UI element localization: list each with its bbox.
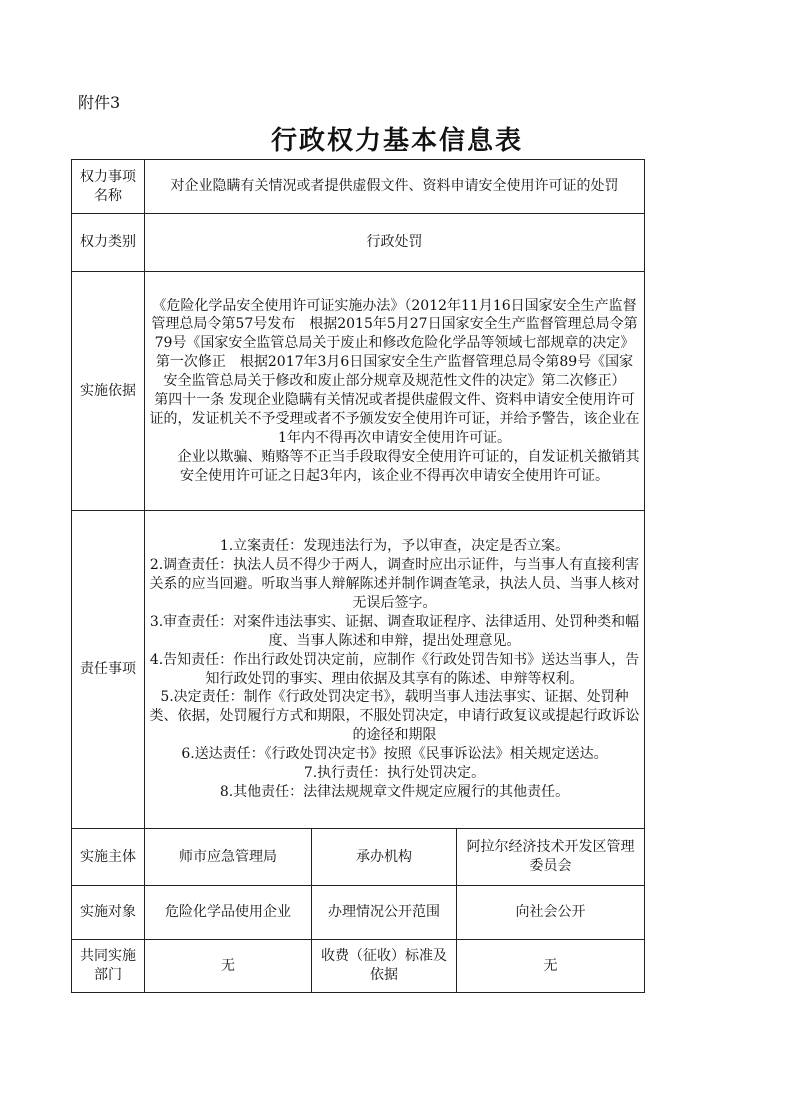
list-item: 5.决定责任：制作《行政处罚决定书》，载明当事人违法事实、证据、处罚种类、依据，处罚履行方式和期限，不服处罚决定，申请行政复议或提起行政诉讼的途径和期限 — [149, 689, 640, 744]
target-label: 实施对象 — [72, 886, 145, 940]
subject-value: 师市应急管理局 — [145, 829, 312, 886]
joint-dept-label: 共同实施部门 — [72, 940, 145, 993]
target-value: 危险化学品使用企业 — [145, 886, 312, 940]
fee-standard-label: 收费（征收）标准及依据 — [312, 940, 457, 993]
page-title: 行政权力基本信息表 — [270, 126, 523, 156]
table-row-power-name — [72, 160, 645, 214]
table-row-basis — [72, 272, 645, 511]
responsibility-content — [145, 511, 645, 829]
subject-label: 实施主体 — [72, 829, 145, 886]
table-row-joint — [72, 940, 645, 993]
power-name-value: 对企业隐瞒有关情况或者提供虚假文件、资料申请安全使用许可证的处罚 — [145, 160, 645, 214]
list-item: 1.立案责任：发现违法行为，予以审查，决定是否立案。 — [219, 538, 570, 555]
power-name-label: 权力事项名称 — [72, 160, 145, 214]
table-row-subject — [72, 829, 645, 886]
handling-agency-value: 阿拉尔经济技术开发区管理委员会 — [457, 829, 645, 886]
basis-paragraph: 《危险化学品安全使用许可证实施办法》（2012年11月16日国家安全生产监督管理总局令第57号发布 根据2015年5月27日国家安全生产监督管理总局令第79号《国家安全监管总局关于废止和修改危险化学品等领域七部规章的决定》第一次修正 根据2017年3月6日国家安全生产监督管理总局令第89号《国家安全监管总局关于修改和废止部分规章及规范性文件的决定》第二次修正） — [151, 297, 638, 390]
attachment-label: 附件3 — [78, 93, 121, 112]
basis-paragraph: 第四十一条 发现企业隐瞒有关情况或者提供虚假文件、资料申请安全使用许可证的，发证机关不予受理或者不予颁发安全使用许可证，并给予警告，该企业在1年内不得再次申请安全使用许可证。 — [149, 392, 640, 446]
list-item: 3.审查责任：对案件违法事实、证据、调查取证程序、法律适用、处罚种类和幅度、当事人陈述和申辩，提出处理意见。 — [149, 613, 640, 649]
list-item: 2.调查责任：执法人员不得少于两人，调查时应出示证件，与当事人有直接利害关系的应当回避。听取当事人辩解陈述并制作调查笔录，执法人员、当事人核对无误后签字。 — [149, 557, 640, 611]
basis-label: 实施依据 — [72, 272, 145, 511]
joint-dept-value: 无 — [145, 940, 312, 993]
list-item: 7.执行责任：执行处罚决定。 — [303, 764, 486, 781]
responsibility-label: 责任事项 — [72, 511, 145, 829]
fee-standard-value: 无 — [457, 940, 645, 993]
list-item: 4.告知责任：作出行政处罚决定前，应制作《行政处罚告知书》送达当事人，告知行政处罚的事实、理由依据及其享有的陈述、申辩等权利。 — [149, 651, 640, 687]
power-type-label: 权力类别 — [72, 214, 145, 272]
basis-content — [145, 272, 645, 511]
power-info-table — [71, 159, 645, 993]
power-type-value: 行政处罚 — [145, 214, 645, 272]
table-row-target — [72, 886, 645, 940]
basis-paragraph: 企业以欺骗、贿赂等不正当手段取得安全使用许可证的，自发证机关撤销其安全使用许可证之日起3年内，该企业不得再次申请安全使用许可证。 — [149, 448, 640, 484]
list-item: 8.其他责任：法律法规规章文件规定应履行的其他责任。 — [219, 783, 570, 800]
disclosure-scope-label: 办理情况公开范围 — [312, 886, 457, 940]
disclosure-scope-value: 向社会公开 — [457, 886, 645, 940]
table-row-power-type — [72, 214, 645, 272]
table-row-responsibility — [72, 511, 645, 829]
list-item: 6.送达责任：《行政处罚决定书》按照《民事诉讼法》相关规定送达。 — [181, 746, 608, 763]
handling-agency-label: 承办机构 — [312, 829, 457, 886]
